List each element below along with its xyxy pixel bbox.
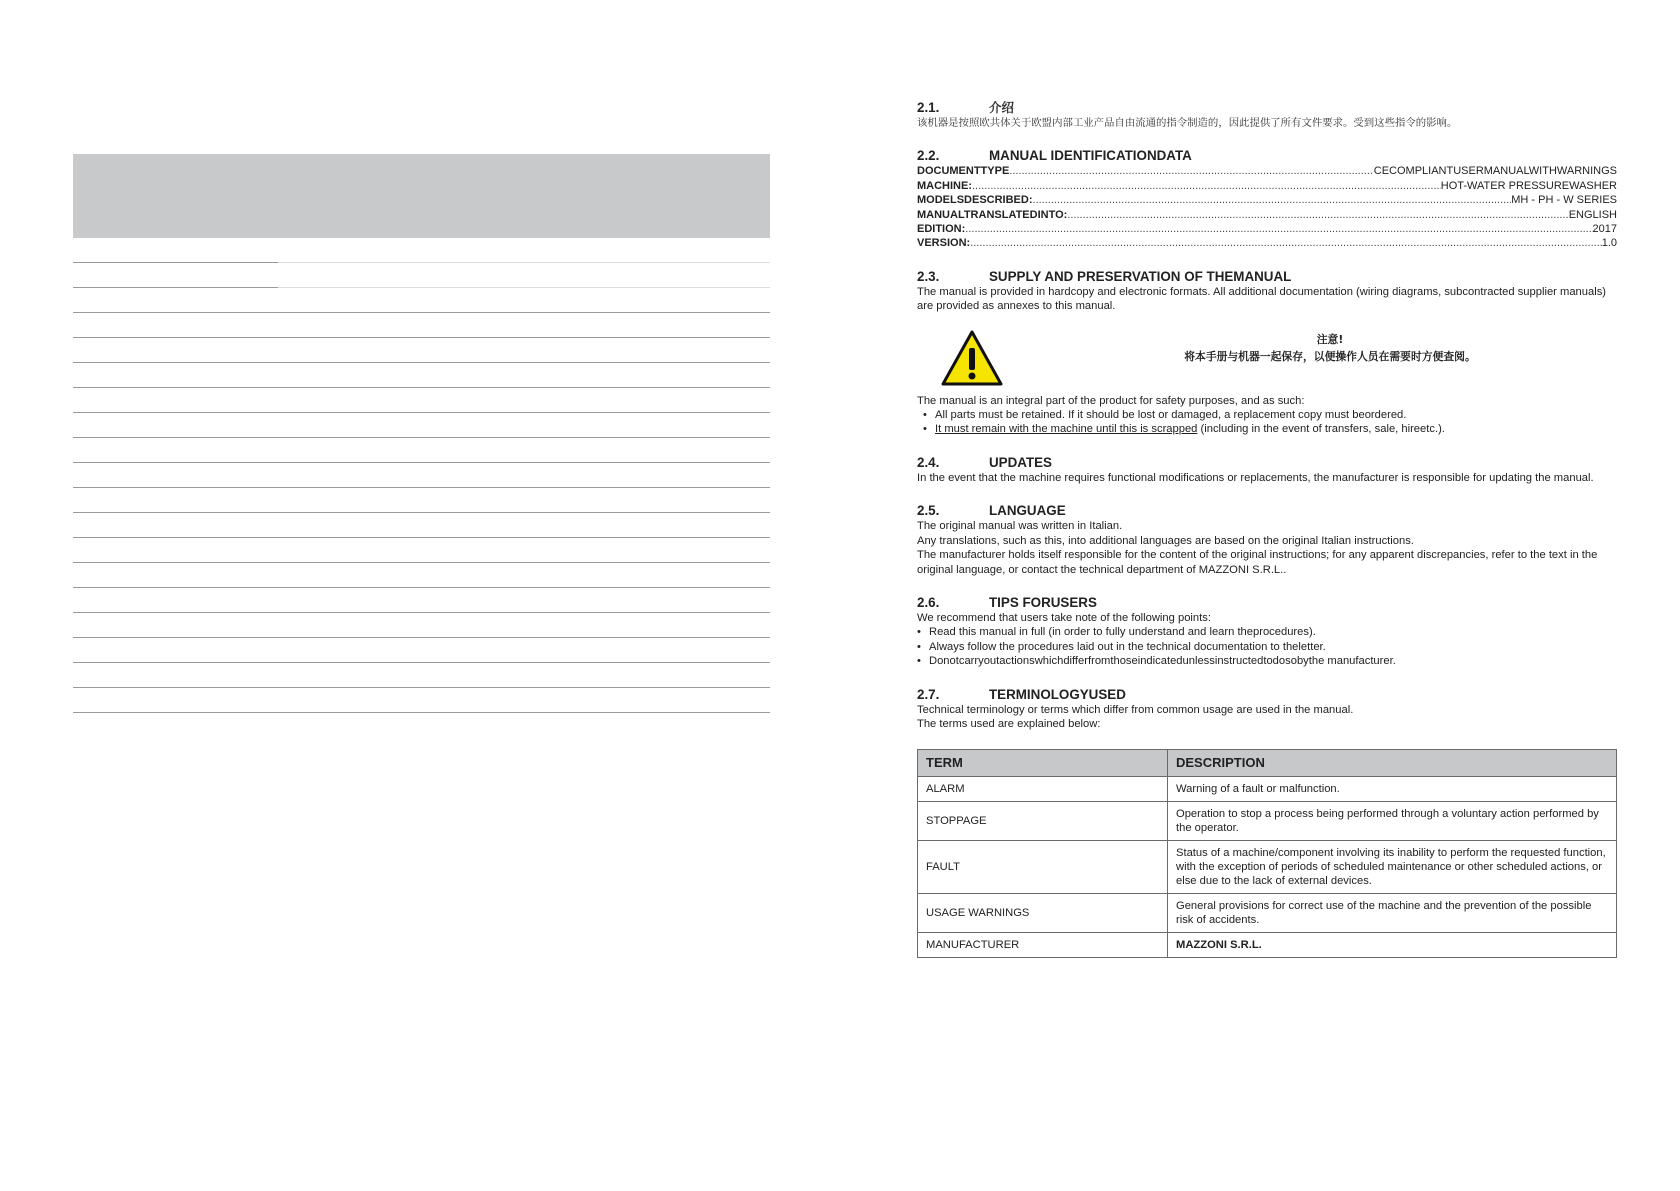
list-item (917, 422, 1617, 436)
dot-leader (1033, 193, 1512, 207)
column-header-term: TERM (918, 750, 1168, 777)
blank-form-row (73, 513, 770, 538)
section-2-1-text: 该机器是按照欧共体关于欧盟内部工业产品自由流通的指令制造的，因此提供了所有文件要求。受到这些指令的影响。 (917, 117, 1458, 129)
list-item: • Donotcarryoutactionswhichdifferfromthoseindicatedunlessinstructedtodosobythe manufacturer. (917, 654, 1617, 668)
underlined-text: It must remain with the machine until this is scrapped (935, 423, 1198, 436)
identification-row (917, 208, 1617, 222)
blank-form-row (73, 313, 770, 338)
identification-data-list (917, 164, 1617, 250)
dot-leader (970, 236, 1602, 250)
blank-form-row (73, 538, 770, 563)
blank-form-rows (73, 238, 770, 713)
table-row (918, 802, 1617, 841)
term-cell: STOPPAGE (918, 802, 1168, 841)
section-2-3-heading (917, 269, 1617, 285)
identification-value: 2017 (1592, 223, 1617, 236)
section-title: LANGUAGE (989, 503, 1066, 519)
section-2-6-bullets (917, 625, 1617, 668)
identification-label: MACHINE: (917, 179, 972, 192)
term-cell: MANUFACTURER (918, 933, 1168, 958)
dot-leader (1009, 164, 1373, 178)
blank-form-row (73, 438, 770, 463)
section-number: 2.7. (917, 686, 940, 702)
warning-message: 将本手册与机器一起保存，以便操作人员在需要时方便查阅。 (1184, 349, 1476, 363)
identification-label: EDITION: (917, 223, 966, 236)
blank-form-row (73, 563, 770, 588)
warning-title: 注意! (1316, 332, 1344, 346)
blank-form-row (73, 463, 770, 488)
section-number: 2.2. (917, 148, 940, 164)
section-2-7-line2: The terms used are explained below: (917, 717, 1101, 730)
blank-form-row (73, 638, 770, 663)
identification-value: MH - PH - W SERIES (1511, 194, 1617, 207)
blank-form-row (73, 263, 770, 288)
blank-form-table (73, 154, 770, 713)
table-row (918, 777, 1617, 802)
blank-form-row (73, 488, 770, 513)
section-2-5-line2: Any translations, such as this, into additional languages are based on the original Italian instructions. (917, 534, 1414, 547)
table-row (918, 933, 1617, 958)
section-number: 2.1. (917, 100, 940, 115)
description-cell: Warning of a fault or malfunction. (1168, 777, 1617, 802)
term-cell: USAGE WARNINGS (918, 894, 1168, 933)
dot-leader (972, 179, 1441, 193)
identification-label: MANUALTRANSLATEDINTO: (917, 208, 1068, 221)
blank-form-row (73, 688, 770, 713)
section-2-3-bullets (917, 408, 1617, 437)
identification-value: ENGLISH (1568, 208, 1617, 221)
blank-form-row (73, 663, 770, 688)
section-2-7-line1: Technical terminology or terms which differ from common usage are used in the manual. (917, 703, 1354, 716)
identification-label: VERSION: (917, 237, 971, 250)
blank-form-row (73, 413, 770, 438)
identification-row (917, 179, 1617, 193)
blank-form-row (73, 363, 770, 388)
manual-page (917, 100, 1617, 958)
blank-form-row (73, 288, 770, 313)
section-2-3-after: The manual is an integral part of the product for safety purposes, and as such: (917, 394, 1305, 407)
section-title: MANUAL IDENTIFICATIONDATA (989, 148, 1192, 164)
terms-table (917, 749, 1617, 958)
section-number: 2.5. (917, 503, 940, 519)
blank-form-header (73, 154, 770, 238)
section-number: 2.6. (917, 594, 940, 610)
section-title: 介绍 (989, 100, 1015, 115)
blank-form-row (73, 238, 770, 263)
section-number: 2.4. (917, 454, 940, 470)
identification-row (917, 193, 1617, 207)
identification-label: DOCUMENTTYPE (917, 165, 1010, 178)
column-header-description: DESCRIPTION (1168, 750, 1617, 777)
section-title: SUPPLY AND PRESERVATION OF THEMANUAL (989, 268, 1292, 284)
section-2-4-text: In the event that the machine requires functional modifications or replacements, the manufacturer is responsible for updating the manual. (917, 471, 1594, 484)
description-cell: Operation to stop a process being performed through a voluntary action performed by the operator. (1168, 802, 1617, 841)
section-number: 2.3. (917, 268, 940, 284)
blank-form-row (73, 338, 770, 363)
warning-notice (917, 328, 1617, 388)
warning-triangle-icon (941, 330, 1003, 386)
list-item: • All parts must be retained. If it should be lost or damaged, a replacement copy must beordered. (917, 408, 1617, 422)
section-2-5-heading (917, 503, 1617, 519)
section-2-5-line1: The original manual was written in Italian. (917, 520, 1123, 533)
section-title: TIPS FORUSERS (989, 594, 1097, 610)
section-2-2-heading (917, 148, 1617, 164)
list-item: • Always follow the procedures laid out in the technical documentation to theletter. (917, 640, 1617, 654)
term-cell: FAULT (918, 841, 1168, 894)
table-row (918, 841, 1617, 894)
term-cell: ALARM (918, 777, 1168, 802)
blank-form-row (73, 388, 770, 413)
blank-form-row (73, 588, 770, 613)
identification-row (917, 222, 1617, 236)
table-row (918, 894, 1617, 933)
section-2-6-heading (917, 595, 1617, 611)
section-title: TERMINOLOGYUSED (989, 686, 1126, 702)
section-2-5-line3: The manufacturer holds itself responsible for the content of the original instructions; for any apparent discrepancies, refer to the text in the original language, or contact the technical department of MAZZONI S.R.L.. (917, 549, 1598, 576)
identification-row (917, 164, 1617, 178)
table-header-row (918, 750, 1617, 777)
identification-value: CECOMPLIANTUSERMANUALWITHWARNINGS (1373, 165, 1617, 178)
list-item: • Read this manual in full (in order to fully understand and learn theprocedures). (917, 625, 1617, 639)
dot-leader (1067, 208, 1568, 222)
identification-label: MODELSDESCRIBED: (917, 194, 1033, 207)
section-2-7-heading (917, 687, 1617, 703)
identification-value: 1.0 (1601, 237, 1617, 250)
list-item-rest: (including in the event of transfers, sale, hireetc.). (1197, 423, 1445, 436)
section-2-1-heading (917, 100, 1617, 116)
section-2-3-text: The manual is provided in hardcopy and electronic formats. All additional documentation (wiring diagrams, subcontracted supplier manuals) are provided as annexes to this manual. (917, 285, 1607, 313)
identification-value: HOT-WATER PRESSUREWASHER (1440, 179, 1617, 192)
section-2-4-heading (917, 455, 1617, 471)
description-cell: MAZZONI S.R.L. (1168, 933, 1617, 958)
identification-row (917, 236, 1617, 250)
blank-form-row (73, 613, 770, 638)
section-2-6-intro: We recommend that users take note of the following points: (917, 611, 1211, 624)
warning-text (1003, 331, 1617, 365)
section-title: UPDATES (989, 454, 1052, 470)
description-cell: Status of a machine/component involving its inability to perform the requested function, with the exception of periods of scheduled maintenance or other scheduled actions, or else due to the lack of external devices. (1168, 841, 1617, 894)
description-cell: General provisions for correct use of the machine and the prevention of the possible risk of accidents. (1168, 894, 1617, 933)
dot-leader (965, 222, 1592, 236)
